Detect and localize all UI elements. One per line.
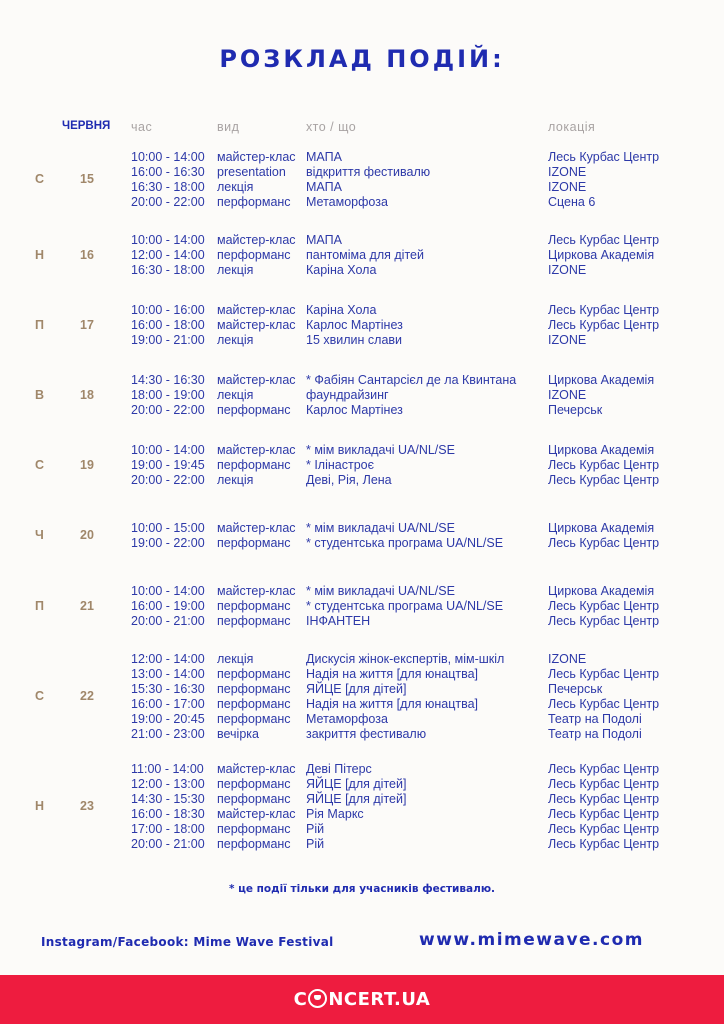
event-title: закриття фестивалю: [306, 727, 427, 741]
event-location: Циркова Академія: [548, 373, 655, 387]
who-header: хто / що: [306, 120, 357, 134]
event-time: 16:00 - 17:00: [131, 697, 205, 711]
event-title: відкриття фестивалю: [306, 165, 431, 179]
event-location: IZONE: [548, 180, 587, 194]
event-row: [0, 388, 700, 403]
event-row: [0, 195, 700, 210]
event-row: [0, 303, 700, 318]
event-type: майстер-клас: [217, 807, 296, 821]
event-row: [0, 458, 700, 473]
event-title: Надія на життя [для юнацтва]: [306, 697, 478, 711]
weekday-label: В: [35, 387, 45, 402]
event-row: [0, 150, 700, 165]
event-title: Каріна Хола: [306, 303, 377, 317]
date-label: 16: [80, 247, 94, 262]
event-type: майстер-клас: [217, 373, 296, 387]
event-type: лекція: [217, 180, 254, 194]
event-title: МАПА: [306, 180, 342, 194]
event-type: перформанс: [217, 248, 291, 262]
event-time: 16:00 - 18:00: [131, 318, 205, 332]
event-time: 17:00 - 18:00: [131, 822, 205, 836]
event-row: [0, 807, 700, 822]
event-row: [0, 443, 700, 458]
event-type: перформанс: [217, 599, 291, 613]
event-time: 12:00 - 13:00: [131, 777, 205, 791]
event-title: МАПА: [306, 233, 342, 247]
event-type: лекція: [217, 652, 254, 666]
event-title: * мім викладачі UA/NL/SE: [306, 521, 455, 535]
event-time: 20:00 - 21:00: [131, 614, 205, 628]
date-label: 18: [80, 387, 94, 402]
event-title: Карлос Мартінез: [306, 318, 403, 332]
event-title: фаундрайзинг: [306, 388, 389, 402]
event-title: Карлос Мартінез: [306, 403, 403, 417]
event-row: [0, 403, 700, 418]
event-type: майстер-клас: [217, 584, 296, 598]
event-location: Лесь Курбас Центр: [548, 807, 660, 821]
weekday-label: П: [35, 598, 44, 613]
event-title: пантоміма для дітей: [306, 248, 424, 262]
event-title: ІНФАНТЕН: [306, 614, 371, 628]
event-type: майстер-клас: [217, 303, 296, 317]
event-time: 10:00 - 14:00: [131, 443, 205, 457]
event-title: Дискусія жінок-експертів, мім-шкіл: [306, 652, 505, 666]
event-location: Лесь Курбас Центр: [548, 697, 660, 711]
brand-suffix: NCERT.UA: [328, 989, 431, 1010]
date-label: 21: [80, 598, 94, 613]
event-title: * студентська програма UA/NL/SE: [306, 599, 504, 613]
event-time: 12:00 - 14:00: [131, 652, 205, 666]
date-label: 15: [80, 172, 94, 186]
weekday-label: С: [35, 457, 45, 472]
event-title: * мім викладачі UA/NL/SE: [306, 584, 455, 598]
event-location: Лесь Курбас Центр: [548, 536, 660, 550]
footer-banner: [0, 975, 724, 1024]
event-time: 14:30 - 15:30: [131, 792, 205, 806]
event-time: 15:30 - 16:30: [131, 682, 205, 696]
brand-prefix: C: [293, 989, 308, 1010]
event-time: 14:30 - 16:30: [131, 373, 205, 387]
event-type: лекція: [217, 333, 254, 347]
page-title: РОЗКЛАД ПОДІЙ:: [219, 45, 505, 73]
date-label: 22: [80, 689, 94, 703]
event-location: Лесь Курбас Центр: [548, 473, 660, 487]
date-label: 19: [80, 457, 94, 472]
event-title: Деві Пітерс: [306, 762, 372, 776]
event-location: Печерськ: [548, 682, 603, 696]
event-location: Лесь Курбас Центр: [548, 762, 660, 776]
event-title: Метаморфоза: [306, 712, 388, 726]
event-location: Лесь Курбас Центр: [548, 150, 660, 164]
event-row: [0, 792, 700, 807]
date-label: 17: [80, 317, 94, 332]
event-time: 16:30 - 18:00: [131, 180, 205, 194]
event-time: 12:00 - 14:00: [131, 248, 205, 262]
month-header: ЧЕРВНЯ: [62, 120, 111, 132]
event-type: presentation: [217, 165, 286, 179]
event-row: [0, 727, 700, 742]
event-time: 20:00 - 21:00: [131, 837, 205, 851]
event-title: 15 хвилин слави: [306, 333, 403, 347]
event-location: Лесь Курбас Центр: [548, 318, 660, 332]
event-row: [0, 180, 700, 195]
event-time: 10:00 - 16:00: [131, 303, 205, 317]
event-row: [0, 318, 700, 333]
event-type: перформанс: [217, 792, 291, 806]
event-title: ЯЙЦЕ [для дітей]: [306, 792, 407, 806]
event-type: перформанс: [217, 667, 291, 681]
event-location: Лесь Курбас Центр: [548, 667, 660, 681]
weekday-label: С: [35, 172, 45, 186]
event-type: майстер-клас: [217, 762, 296, 776]
event-type: майстер-клас: [217, 443, 296, 457]
event-time: 19:00 - 19:45: [131, 458, 205, 472]
event-time: 10:00 - 14:00: [131, 150, 205, 164]
event-time: 10:00 - 14:00: [131, 584, 205, 598]
footnote: * це події тільки для учасників фестивалю.: [228, 883, 496, 895]
concert-ua-logo[interactable]: [0, 989, 724, 1010]
event-time: 18:00 - 19:00: [131, 388, 205, 402]
event-row: [0, 652, 700, 667]
event-type: майстер-клас: [217, 521, 296, 535]
event-type: перформанс: [217, 195, 291, 209]
event-row: [0, 584, 700, 599]
event-type: перформанс: [217, 822, 291, 836]
event-time: 21:00 - 23:00: [131, 727, 205, 741]
event-time: 11:00 - 14:00: [131, 762, 204, 776]
event-row: [0, 521, 700, 536]
event-row: [0, 712, 700, 727]
event-title: Надія на життя [для юнацтва]: [306, 667, 478, 681]
type-header: вид: [217, 120, 240, 134]
date-label: 23: [80, 799, 94, 813]
event-type: перформанс: [217, 458, 291, 472]
event-time: 19:00 - 22:00: [131, 536, 205, 550]
event-location: Лесь Курбас Центр: [548, 822, 660, 836]
event-time: 13:00 - 14:00: [131, 667, 205, 681]
mask-circle-icon: [308, 989, 327, 1008]
event-title: * Фабіян Сантарсієл де ла Квинтана: [306, 373, 517, 387]
event-location: IZONE: [548, 388, 587, 402]
event-location: Циркова Академія: [548, 443, 655, 457]
event-title: * студентська програма UA/NL/SE: [306, 536, 504, 550]
event-location: IZONE: [548, 263, 587, 277]
event-type: майстер-клас: [217, 318, 296, 332]
event-title: Рій: [306, 837, 325, 851]
event-row: [0, 682, 700, 697]
event-type: перформанс: [217, 403, 291, 417]
event-row: [0, 536, 700, 551]
event-type: вечірка: [217, 727, 259, 741]
event-title: * мім викладачі UA/NL/SE: [306, 443, 455, 457]
event-location: Лесь Курбас Центр: [548, 233, 660, 247]
event-type: перформанс: [217, 777, 291, 791]
event-row: [0, 473, 700, 488]
event-time: 16:30 - 18:00: [131, 263, 205, 277]
event-title: Деві, Рія, Лена: [306, 473, 392, 487]
date-label: 20: [80, 528, 94, 542]
event-title: ЯЙЦЕ [для дітей]: [306, 682, 407, 696]
event-row: [0, 165, 700, 180]
event-title: ЯЙЦЕ [для дітей]: [306, 777, 407, 791]
event-type: перформанс: [217, 614, 291, 628]
event-location: IZONE: [548, 333, 587, 347]
event-row: [0, 697, 700, 712]
event-row: [0, 837, 700, 852]
event-type: майстер-клас: [217, 233, 296, 247]
event-title: * Ілінастроє: [306, 458, 374, 472]
event-location: Циркова Академія: [548, 521, 655, 535]
event-location: Циркова Академія: [548, 248, 655, 262]
event-location: Лесь Курбас Центр: [548, 792, 660, 806]
time-header: час: [131, 120, 153, 134]
event-location: Театр на Подолі: [548, 712, 642, 726]
location-header: локація: [548, 120, 596, 134]
event-location: Театр на Подолі: [548, 727, 642, 741]
event-time: 16:00 - 19:00: [131, 599, 205, 613]
event-title: Каріна Хола: [306, 263, 377, 277]
event-type: перформанс: [217, 712, 291, 726]
event-row: [0, 777, 700, 792]
event-location: Печерськ: [548, 403, 603, 417]
event-time: 16:00 - 18:30: [131, 807, 205, 821]
event-row: [0, 333, 700, 348]
social-handle[interactable]: Instagram/Facebook: Mime Wave Festival: [41, 935, 334, 949]
event-time: 19:00 - 20:45: [131, 712, 205, 726]
event-type: лекція: [217, 388, 254, 402]
event-row: [0, 373, 700, 388]
event-row: [0, 822, 700, 837]
event-row: [0, 233, 700, 248]
event-type: перформанс: [217, 536, 291, 550]
event-row: [0, 263, 700, 278]
event-type: майстер-клас: [217, 150, 296, 164]
weekday-label: Н: [35, 247, 45, 262]
event-time: 10:00 - 15:00: [131, 521, 205, 535]
weekday-label: Н: [35, 799, 45, 813]
event-title: Рій: [306, 822, 325, 836]
event-location: Лесь Курбас Центр: [548, 303, 660, 317]
event-location: IZONE: [548, 652, 587, 666]
event-location: Лесь Курбас Центр: [548, 777, 660, 791]
event-location: Лесь Курбас Центр: [548, 599, 660, 613]
event-row: [0, 762, 700, 777]
event-row: [0, 248, 700, 263]
event-title: Метаморфоза: [306, 195, 388, 209]
event-type: перформанс: [217, 697, 291, 711]
event-location: Сцена 6: [548, 195, 596, 209]
event-type: перформанс: [217, 682, 291, 696]
weekday-label: П: [35, 317, 44, 332]
event-time: 20:00 - 22:00: [131, 195, 205, 209]
event-location: Циркова Академія: [548, 584, 655, 598]
event-title: МАПА: [306, 150, 342, 164]
event-location: Лесь Курбас Центр: [548, 837, 660, 851]
event-type: лекція: [217, 473, 254, 487]
event-row: [0, 614, 700, 629]
weekday-label: Ч: [35, 528, 44, 542]
event-time: 20:00 - 22:00: [131, 473, 205, 487]
event-row: [0, 599, 700, 614]
event-row: [0, 667, 700, 682]
event-type: лекція: [217, 263, 254, 277]
website-link[interactable]: www.mimewave.com: [419, 930, 644, 950]
event-location: IZONE: [548, 165, 587, 179]
event-type: перформанс: [217, 837, 291, 851]
event-location: Лесь Курбас Центр: [548, 614, 660, 628]
event-location: Лесь Курбас Центр: [548, 458, 660, 472]
event-time: 20:00 - 22:00: [131, 403, 205, 417]
event-time: 10:00 - 14:00: [131, 233, 205, 247]
event-time: 19:00 - 21:00: [131, 333, 205, 347]
event-time: 16:00 - 16:30: [131, 165, 205, 179]
weekday-label: С: [35, 689, 45, 703]
event-title: Рія Маркс: [306, 807, 364, 821]
